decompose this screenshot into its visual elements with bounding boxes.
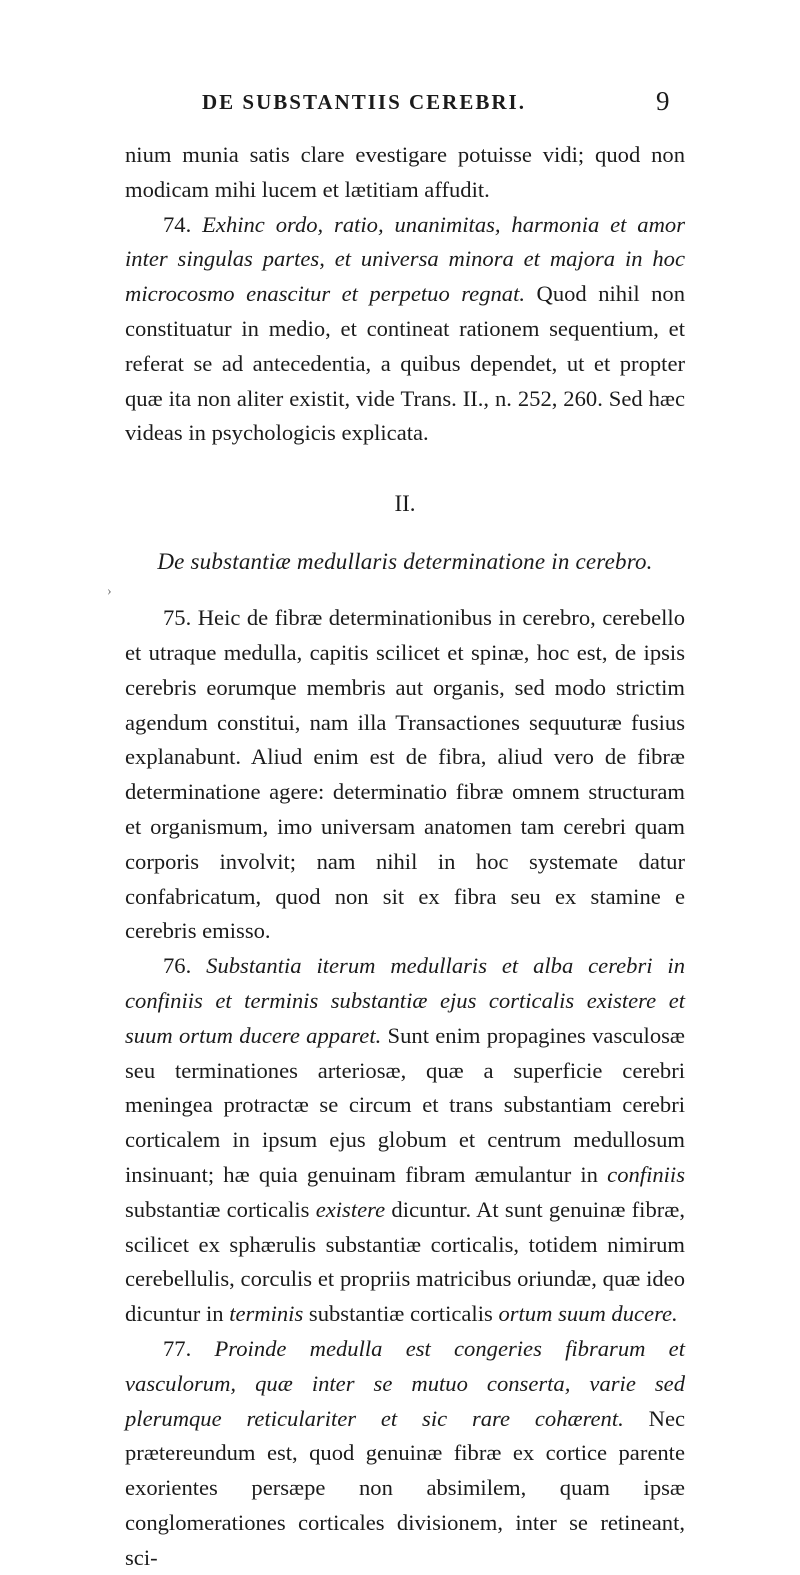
paragraph-75 <box>125 601 685 949</box>
paragraph-number: 76. <box>163 953 192 979</box>
paragraph-77 <box>125 1332 685 1575</box>
paragraph-text: Nec prætereundum est, quod genuinæ fibræ ex cortice parente exorientes persæpe non absimilem, quam ipsæ conglomerationes corticales divisionem, inter se retineant, sci- <box>125 1405 685 1570</box>
paragraph-number: 77. <box>163 1335 192 1361</box>
section-number: II. <box>394 491 416 517</box>
paragraph-74 <box>125 208 685 452</box>
italic-word: confiniis <box>607 1161 685 1187</box>
paragraph-text: substantiæ corticalis <box>125 1196 310 1222</box>
paragraph-text: dicuntur. At sunt genuinæ fibræ, scilicet ex sphærulis substantiæ corticalis, totidem nimirum cerebellulis, corculis et propriis matricibus oriundæ, quæ ideo dicuntur in <box>125 1196 685 1327</box>
body-text <box>125 138 685 1575</box>
italic-thesis: Exhinc ordo, ratio, unanimitas, harmonia et amor inter singulas partes, et universa minora et majora in hoc microcosmo enascitur et perpetuo regnat. <box>125 211 685 307</box>
running-title: DE SUBSTANTIIS CEREBRI. <box>202 90 526 114</box>
margin-mark: › <box>107 584 112 599</box>
page-number: 9 <box>656 86 670 116</box>
paragraph-text: Quod nihil non constituatur in medio, et contineat rationem sequentium, et referat se ad antecedentia, a quibus dependet, ut et propter quæ ita non aliter existit, vide Trans. II., n. 252, 260. Sed hæc videas in psychologicis explicata. <box>125 281 685 446</box>
italic-word: existere <box>315 1196 386 1222</box>
paragraph-number: 75. <box>163 605 192 631</box>
paragraph-text: Sunt enim propagines vasculosæ seu terminationes arteriosæ, quæ a superficie cerebri meningea protractæ se circum et trans substantiam cerebri corticalem in ipsum ejus globum et centrum medullosum insinuant; hæ quia genuinam fibram æmulantur in <box>125 1022 685 1187</box>
paragraph-text: Heic de fibræ determinationibus in cerebro, cerebello et utraque medulla, capitis scilicet et spinæ, hoc est, de ipsis cerebris eorumque membris aut organis, sed modo strictim agendum constitui, nam illa Transactiones sequuturæ fusius explanabunt. Aliud enim est de fibra, aliud vero de fibræ determinatione agere: determinatio fibræ omnem structuram et organismum, imo universam anatomen tam cerebri quam corporis involvit; nam nihil in hoc systemate datur confabricatum, quod non sit ex fibra seu ex stamine e cerebris emisso. <box>125 605 686 944</box>
italic-word: terminis <box>229 1301 304 1327</box>
italic-thesis: Substantia iterum medullaris et alba cerebri in confiniis et terminis substantiæ ejus corticalis existere et suum ortum ducere apparet. <box>125 953 686 1048</box>
paragraph-73-continued: nium munia satis clare evestigare potuisse vidi; quod non modicam mihi lucem et lætitiam affudit. <box>125 142 685 202</box>
italic-thesis: Proinde medulla est congeries fibrarum et vasculorum, quæ inter se mutuo conserta, varie sed plerumque reticulariter et sic rare cohærent. <box>125 1335 685 1431</box>
italic-phrase: ortum suum ducere. <box>498 1301 678 1327</box>
page-header <box>0 86 800 118</box>
paragraph-text: substantiæ corticalis <box>308 1301 493 1327</box>
section-title: De substantiæ medullaris determinatione in cerebro. <box>157 549 653 575</box>
paragraph-76 <box>125 949 685 1332</box>
paragraph-number: 74. <box>163 211 192 237</box>
